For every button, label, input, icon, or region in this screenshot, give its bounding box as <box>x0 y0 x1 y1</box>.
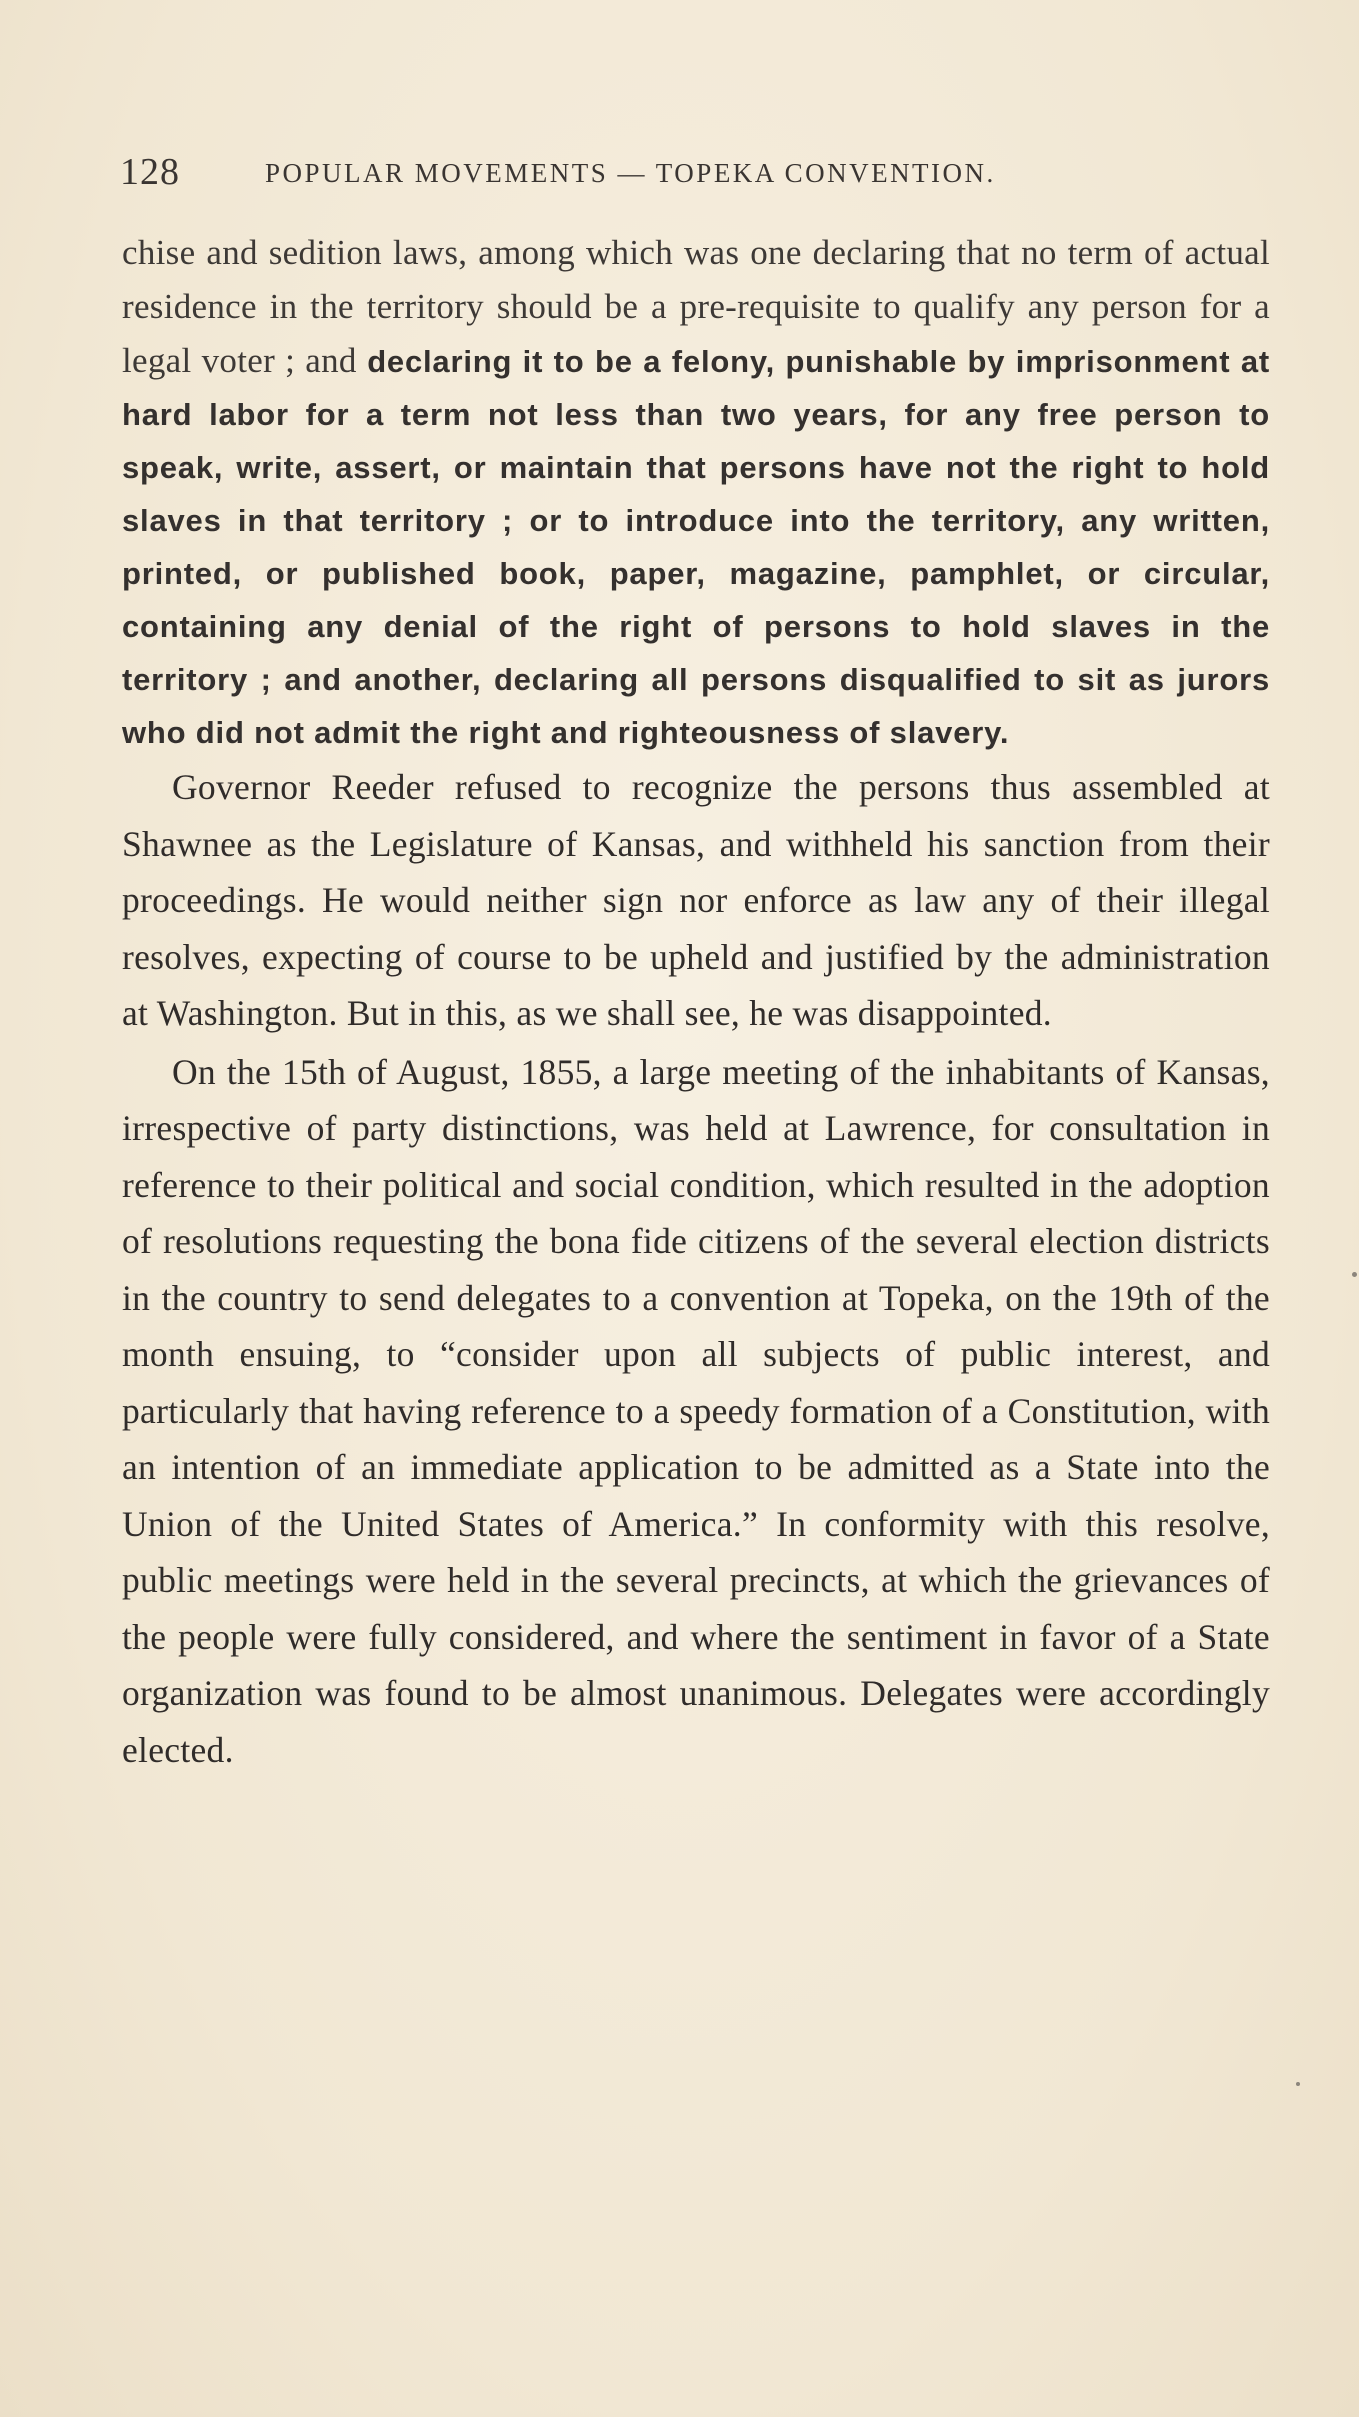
paragraph-sedition-laws <box>122 226 1270 759</box>
body-text <box>122 226 1270 1778</box>
page-number: 128 <box>120 151 180 193</box>
paragraph-governor-reeder: Governor Reeder refused to recognize the persons thus assembled at Shawnee as the Legislature of Kansas, and withheld his sanction from their proceedings. He would neither sign nor enforce as law any of their illegal resolves, expecting of course to be upheld and justified by the administration at Washington. But in this, as we shall see, he was disappointed. <box>122 767 1270 1033</box>
paragraph-law-text: declaring it to be a felony, punishable by imprisonment at hard labor for a term not less than two years, for any free person to speak, write, assert, or maintain that persons have not the right to hold slaves in that territory ; or to introduce into the territory, any written, printed, or published book, paper, magazine, pamphlet, or circular, containing any denial of the right of persons to hold slaves in the territory ; and another, declaring all persons disqualified to sit as jurors who did not admit the right and righteousness of slavery. <box>122 344 1270 750</box>
paper-speck <box>1352 1272 1357 1277</box>
paragraph-lawrence-meeting: On the 15th of August, 1855, a large meeting of the inhabitants of Kansas, irrespective of party distinctions, was held at Lawrence, for consultation in reference to their political and social condition, which resulted in the adoption of resolutions requesting the bona fide citizens of the several election districts in the country to send delegates to a convention at Topeka, on the 19th of the month ensuing, to “consider upon all subjects of public interest, and particularly that having reference to a speedy formation of a Constitution, with an intention of an immediate application to be admitted as a State into the Union of the United States of America.” In conformity with this resolve, public meetings were held in the several precincts, at which the grievances of the people were fully considered, and where the sentiment in favor of a State organization was found to be almost unanimous. Delegates were accordingly elected. <box>122 1051 1270 1770</box>
running-head: POPULAR MOVEMENTS — TOPEKA CONVENTION. <box>265 158 996 188</box>
page-header <box>120 150 1270 200</box>
paper-speck <box>1296 2082 1300 2086</box>
paragraph-lead-text: chise and sedition laws, among which was one declaring that no term of actual residence in the territory should be a pre-requisite to qualify any person for a legal voter ; and <box>122 233 1270 380</box>
